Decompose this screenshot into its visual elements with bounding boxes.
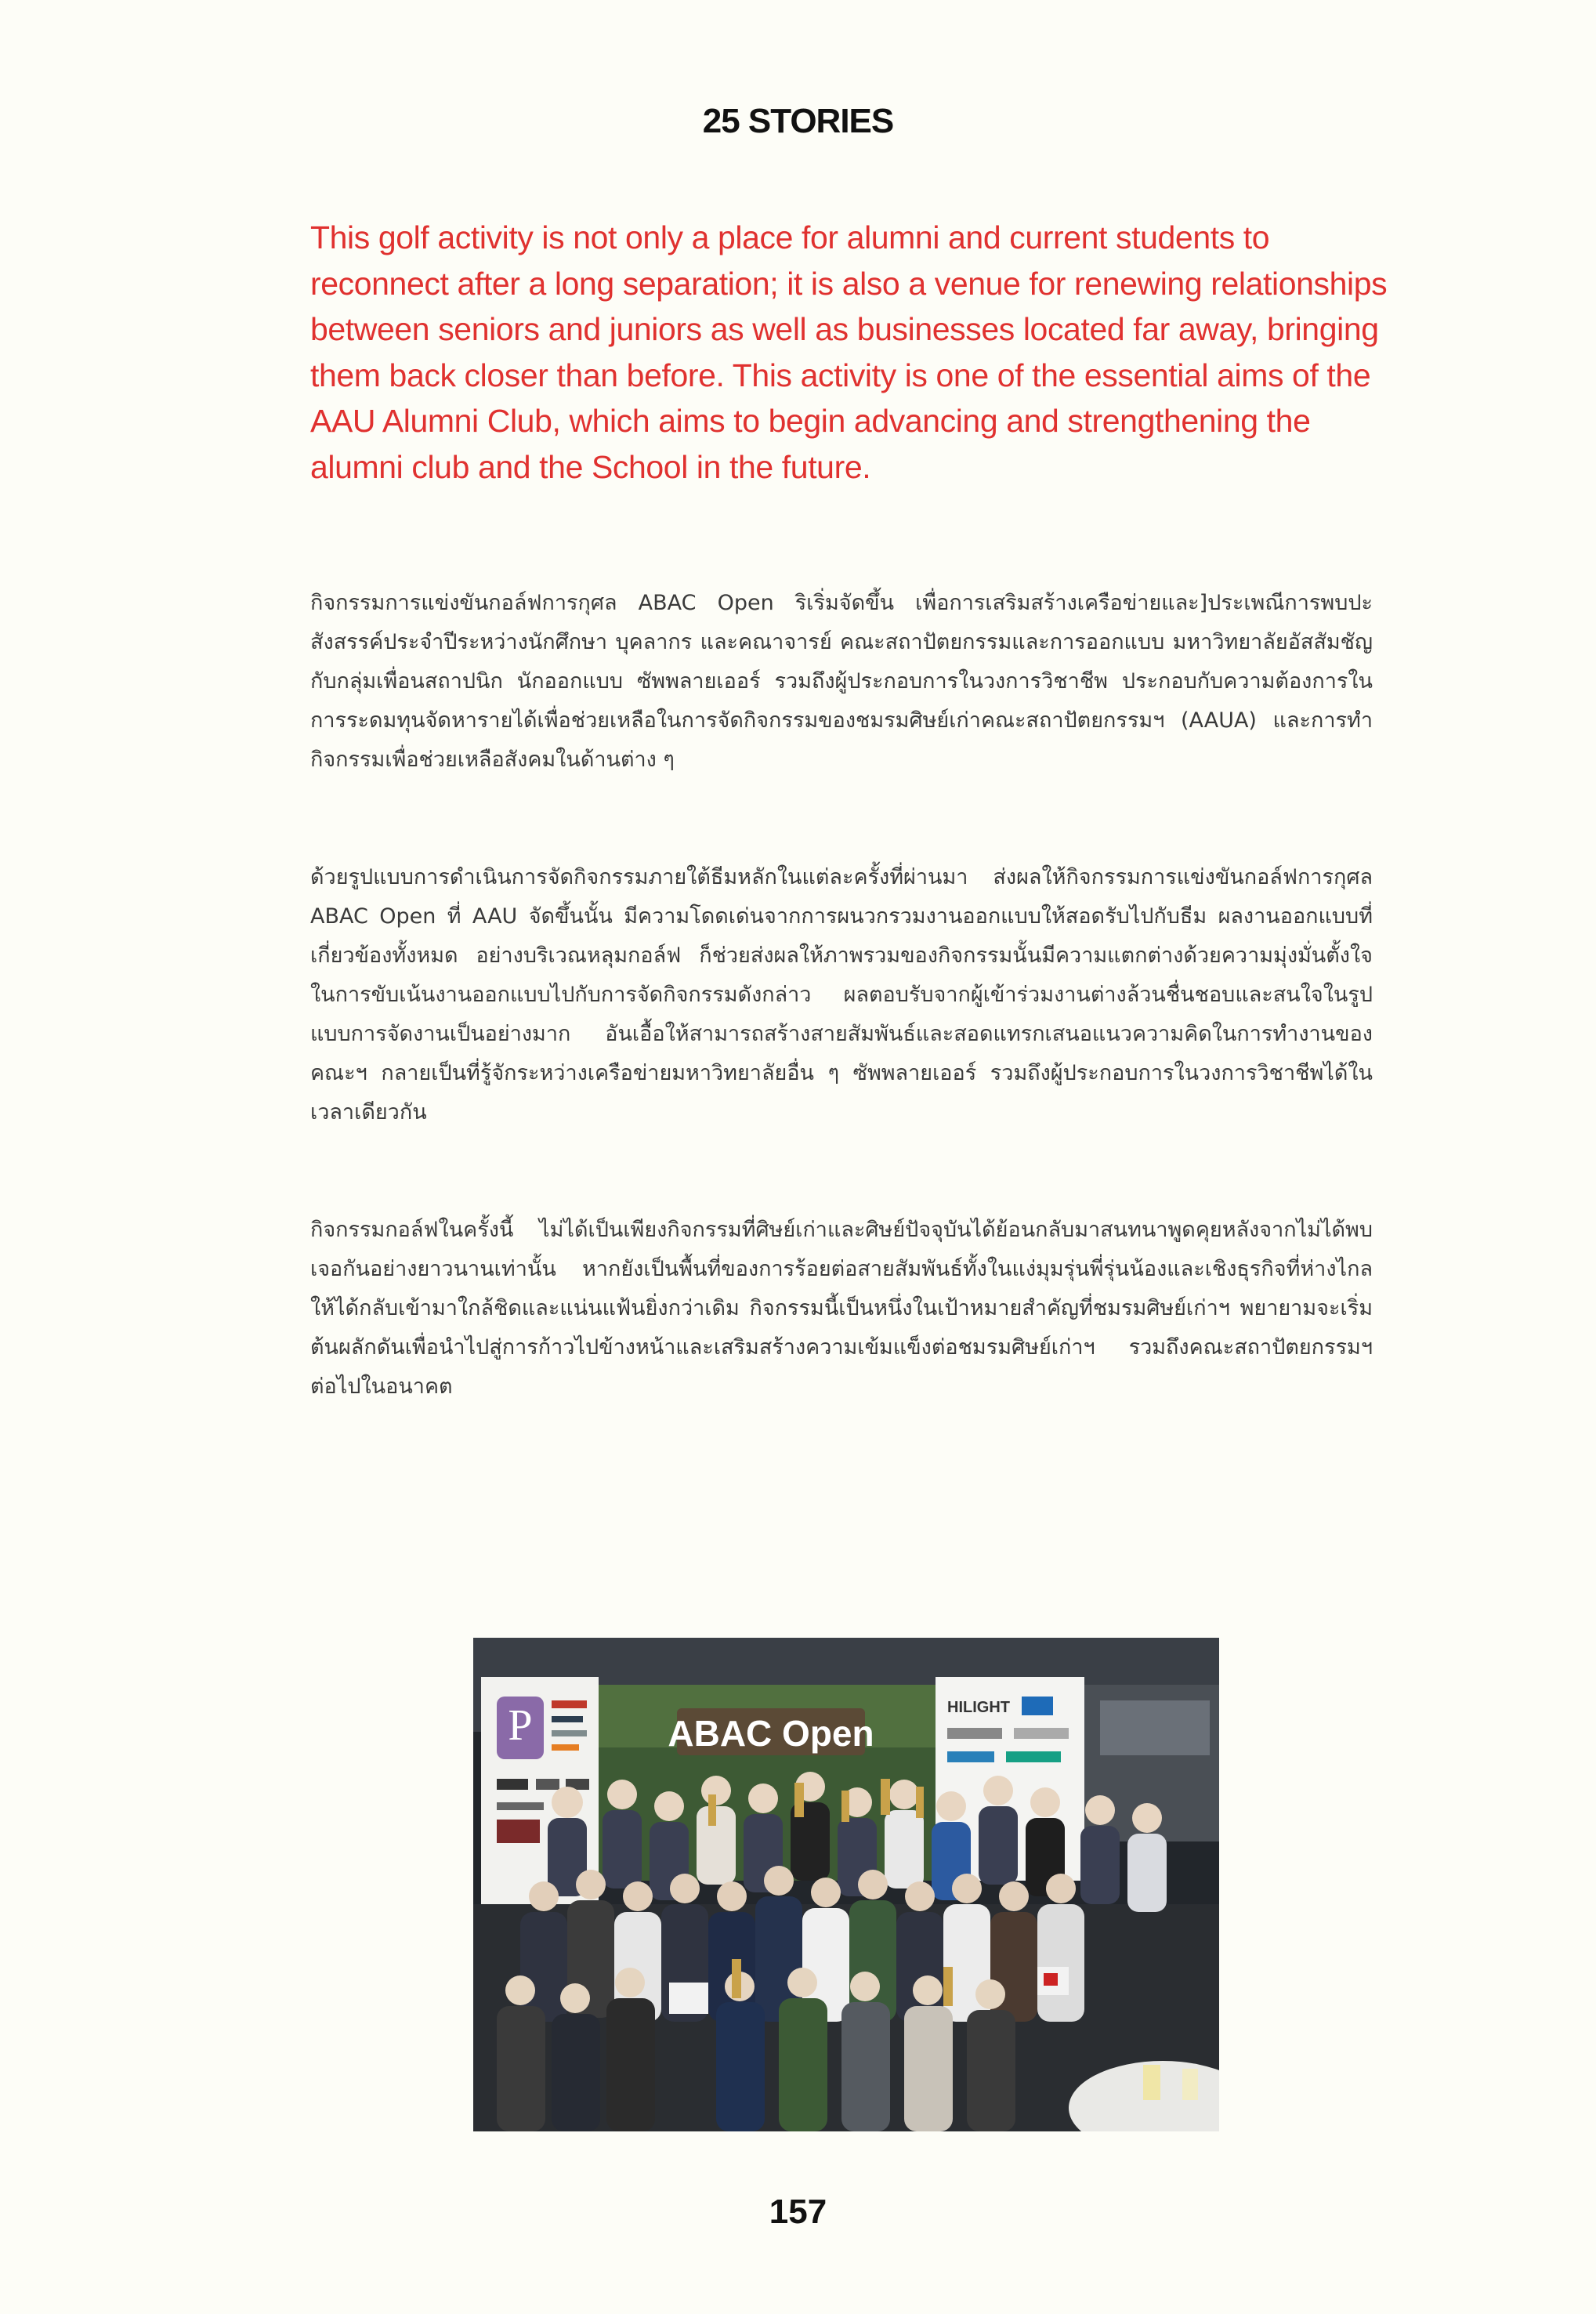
intro-pull-quote: This golf activity is not only a place for alumni and current students to reconnect after a long separation; it is also a venue for renewing relationships between seniors and juniors as well as businesses located far away, bringing them back closer than before. This activity is one of the essential aims of the AAU Alumni Club, which aims to begin advancing and strengthening the alumni club and the School in the future. (310, 219, 1388, 485)
section-title: 25 STORIES (702, 102, 894, 140)
svg-text:P: P (508, 1701, 533, 1750)
group-photo-illustration (473, 1638, 1219, 2131)
sponsor-board-text: HILIGHT (947, 1699, 1010, 1716)
backdrop-banner-text: ABAC Open (668, 1713, 874, 1754)
body-paragraph-1: กิจกรรมการแข่งขันกอล์ฟการกุศล ABAC Open ริเริ่มจัดขึ้น เพื่อการเสริมสร้างเครือข่ายและ]ประเพณีการพบปะสังสรรค์ประจำปีระหว่างนักศึกษา บุคลากร และคณาจารย์ คณะสถาปัตยกรรมและการออกแบบ มหาวิทยาลัยอัสสัมชัญ กับกลุ่มเพื่อนสถาปนิก นักออกแบบ ซัพพลายเออร์ รวมถึงผู้ประกอบการในวงการวิชาชีพ ประกอบกับความต้องการในการระดมทุนจัดหารายได้เพื่อช่วยเหลือในการจัดกิจกรรมของชมรมศิษย์เก่าคณะสถาปัตยกรรมฯ (AAUA) และการทำกิจกรรมเพื่อช่วยเหลือสังคมในด้านต่าง ๆ (310, 591, 1373, 772)
page-number: 157 (769, 2193, 827, 2231)
body-paragraph-2: ด้วยรูปแบบการดำเนินการจัดกิจกรรมภายใต้ธีมหลักในแต่ละครั้งที่ผ่านมา ส่งผลให้กิจกรรมการแข่งขันกอล์ฟการกุศล ABAC Open ที่ AAU จัดขึ้นนั้น มีความโดดเด่นจากการผนวกรวมงานออกแบบให้สอดรับไปกับธีม ผลงานออกแบบที่เกี่ยวข้องทั้งหมด อย่างบริเวณหลุมกอล์ฟ ก็ช่วยส่งผลให้ภาพรวมของกิจกรรมนั้นมีความแตกต่างด้วยความมุ่งมั่นตั้งใจในการขับเน้นงานออกแบบไปกับการจัดกิจกรรมดังกล่าว ผลตอบรับจากผู้เข้าร่วมงานต่างล้วนชื่นชอบและสนใจในรูปแบบการจัดงานเป็นอย่างมาก อันเอื้อให้สามารถสร้างสายสัมพันธ์และสอดแทรกเสนอแนวความคิดในการทำงานของคณะฯ กลายเป็นที่รู้จักระหว่างเครือข่ายมหาวิทยาลัยอื่น ๆ ซัพพลายเออร์ รวมถึงผู้ประกอบการในวงการวิชาชีพได้ในเวลาเดียวกัน (310, 865, 1373, 1124)
group-photo (473, 1638, 1219, 2131)
body-paragraph-3: กิจกรรมกอล์ฟในครั้งนี้ ไม่ได้เป็นเพียงกิจกรรมที่ศิษย์เก่าและศิษย์ปัจจุบันได้ย้อนกลับมาสนทนาพูดคุยหลังจากไม่ได้พบเจอกันอย่างยาวนานเท่านั้น หากยังเป็นพื้นที่ของการร้อยต่อสายสัมพันธ์ทั้งในแง่มุมรุ่นพี่รุ่นน้องและเชิงธุรกิจที่ห่างไกลให้ได้กลับเข้ามาใกล้ชิดและแน่นแฟ้นยิ่งกว่าเดิม กิจกรรมนี้เป็นหนึ่งในเป้าหมายสำคัญที่ชมรมศิษย์เก่าฯ พยายามจะเริ่มต้นผลักดันเพื่อนำไปสู่การก้าวไปข้างหน้าและเสริมสร้างความเข้มแข็งต่อชมรมศิษย์เก่าฯ รวมถึงคณะสถาปัตยกรรมฯ ต่อไปในอนาคต (310, 1218, 1373, 1399)
